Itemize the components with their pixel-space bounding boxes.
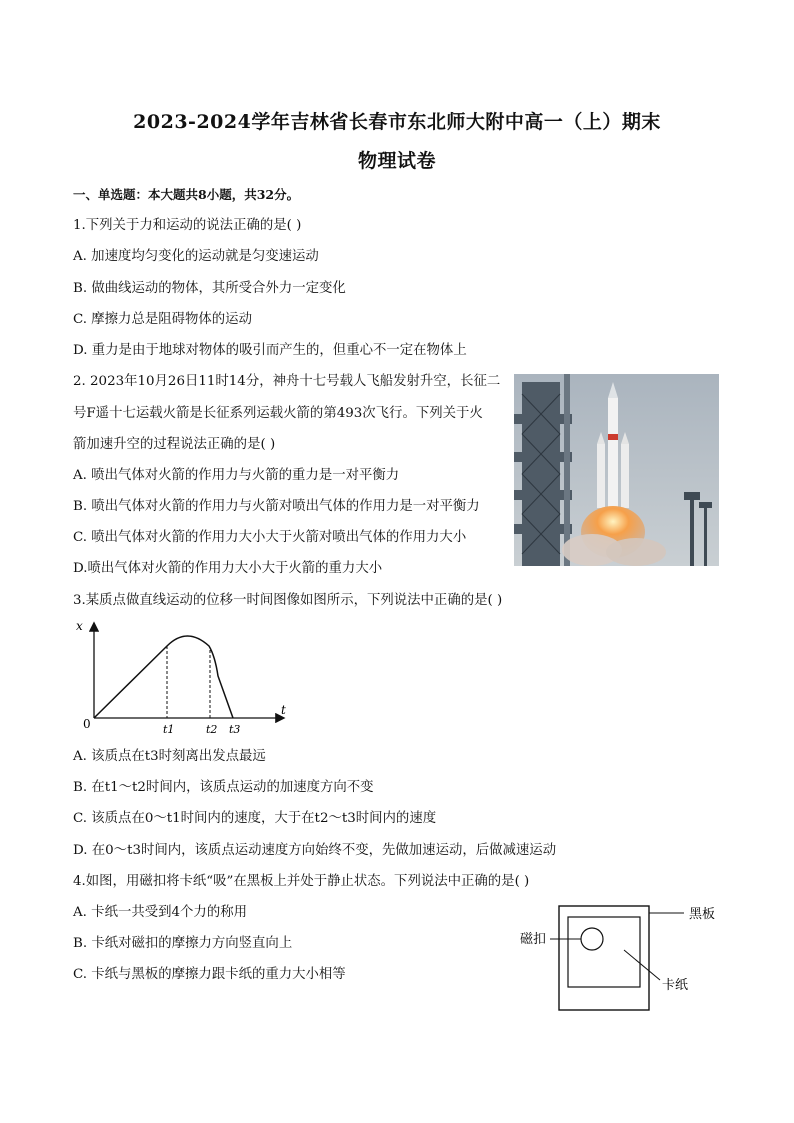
exam-subtitle: 物理试卷	[357, 150, 436, 172]
graph-y-label: x	[76, 619, 83, 633]
q1-option-a: A. 加速度均匀变化的运动就是匀变速运动	[73, 249, 319, 264]
graph-x-label: t	[281, 703, 286, 717]
graph-tick-t3: t3	[229, 723, 241, 736]
graph-tick-t1: t1	[163, 723, 175, 736]
magnet-circle	[581, 928, 603, 950]
q3-option-c: C. 该质点在0～t1时间内的速度，大于在t2～t3时间内的速度	[73, 811, 437, 826]
card-paper	[568, 917, 640, 987]
q3-option-b: B. 在t1～t2时间内，该质点运动的加速度方向不变	[73, 780, 374, 795]
q2-stem-line-3: 箭加速升空的过程说法正确的是( )	[73, 437, 276, 452]
exam-title: 2023-2024学年吉林省长春市东北师大附中高一（上）期末	[133, 111, 661, 133]
q3-option-d: D. 在0～t3时间内，该质点运动速度方向始终不变，先做加速运动，后做减速运动	[73, 843, 557, 858]
rocket-launch-photo	[514, 374, 719, 566]
magnet-label: 磁扣	[520, 932, 547, 947]
q4-option-a: A. 卡纸一共受到4个力的称用	[73, 905, 247, 920]
q2-option-c: C. 喷出气体对火箭的作用力大小大于火箭对喷出气体的作用力大小	[73, 530, 467, 545]
q2-stem-line-1: 2. 2023年10月26日11时14分，神舟十七号载人飞船发射升空，长征二	[73, 374, 501, 389]
q4-option-c: C. 卡纸与黑板的摩擦力跟卡纸的重力大小相等	[73, 967, 346, 982]
graph-curve	[94, 636, 233, 718]
q2-stem-line-2: 号F遥十七运载火箭是长征系列运载火箭的第493次飞行。下列关于火	[73, 406, 483, 421]
card-label: 卡纸	[662, 978, 689, 993]
blackboard-frame	[559, 906, 649, 1010]
q2-option-a: A. 喷出气体对火箭的作用力与火箭的重力是一对平衡力	[73, 468, 400, 483]
position-time-graph	[73, 616, 303, 741]
q2-option-b: B. 喷出气体对火箭的作用力与火箭对喷出气体的作用力是一对平衡力	[73, 499, 480, 514]
q4-option-b: B. 卡纸对磁扣的摩擦力方向竖直向上	[73, 936, 293, 951]
blackboard-diagram	[512, 900, 727, 1015]
q1-option-d: D. 重力是由于地球对物体的吸引而产生的，但重心不一定在物体上	[73, 343, 467, 358]
q1-stem: 1.下列关于力和运动的说法正确的是( )	[73, 218, 302, 233]
q1-option-c: C. 摩擦力总是阻碍物体的运动	[73, 312, 252, 327]
graph-tick-t2: t2	[206, 723, 218, 736]
q3-option-a: A. 该质点在t3时刻离出发点最远	[73, 749, 266, 764]
graph-origin-label: 0	[83, 717, 91, 731]
q3-stem: 3.某质点做直线运动的位移一时间图像如图所示，下列说法中正确的是( )	[73, 593, 503, 608]
section-heading: 一、单选题：本大题共8小题，共32分。	[73, 187, 300, 202]
q4-stem: 4.如图，用磁扣将卡纸“吸”在黑板上并处于静止状态。下列说法中正确的是( )	[73, 874, 530, 889]
q2-option-d: D.喷出气体对火箭的作用力大小大于火箭的重力大小	[73, 561, 383, 576]
q1-option-b: B. 做曲线运动的物体，其所受合外力一定变化	[73, 281, 346, 296]
blackboard-label: 黑板	[689, 907, 716, 922]
